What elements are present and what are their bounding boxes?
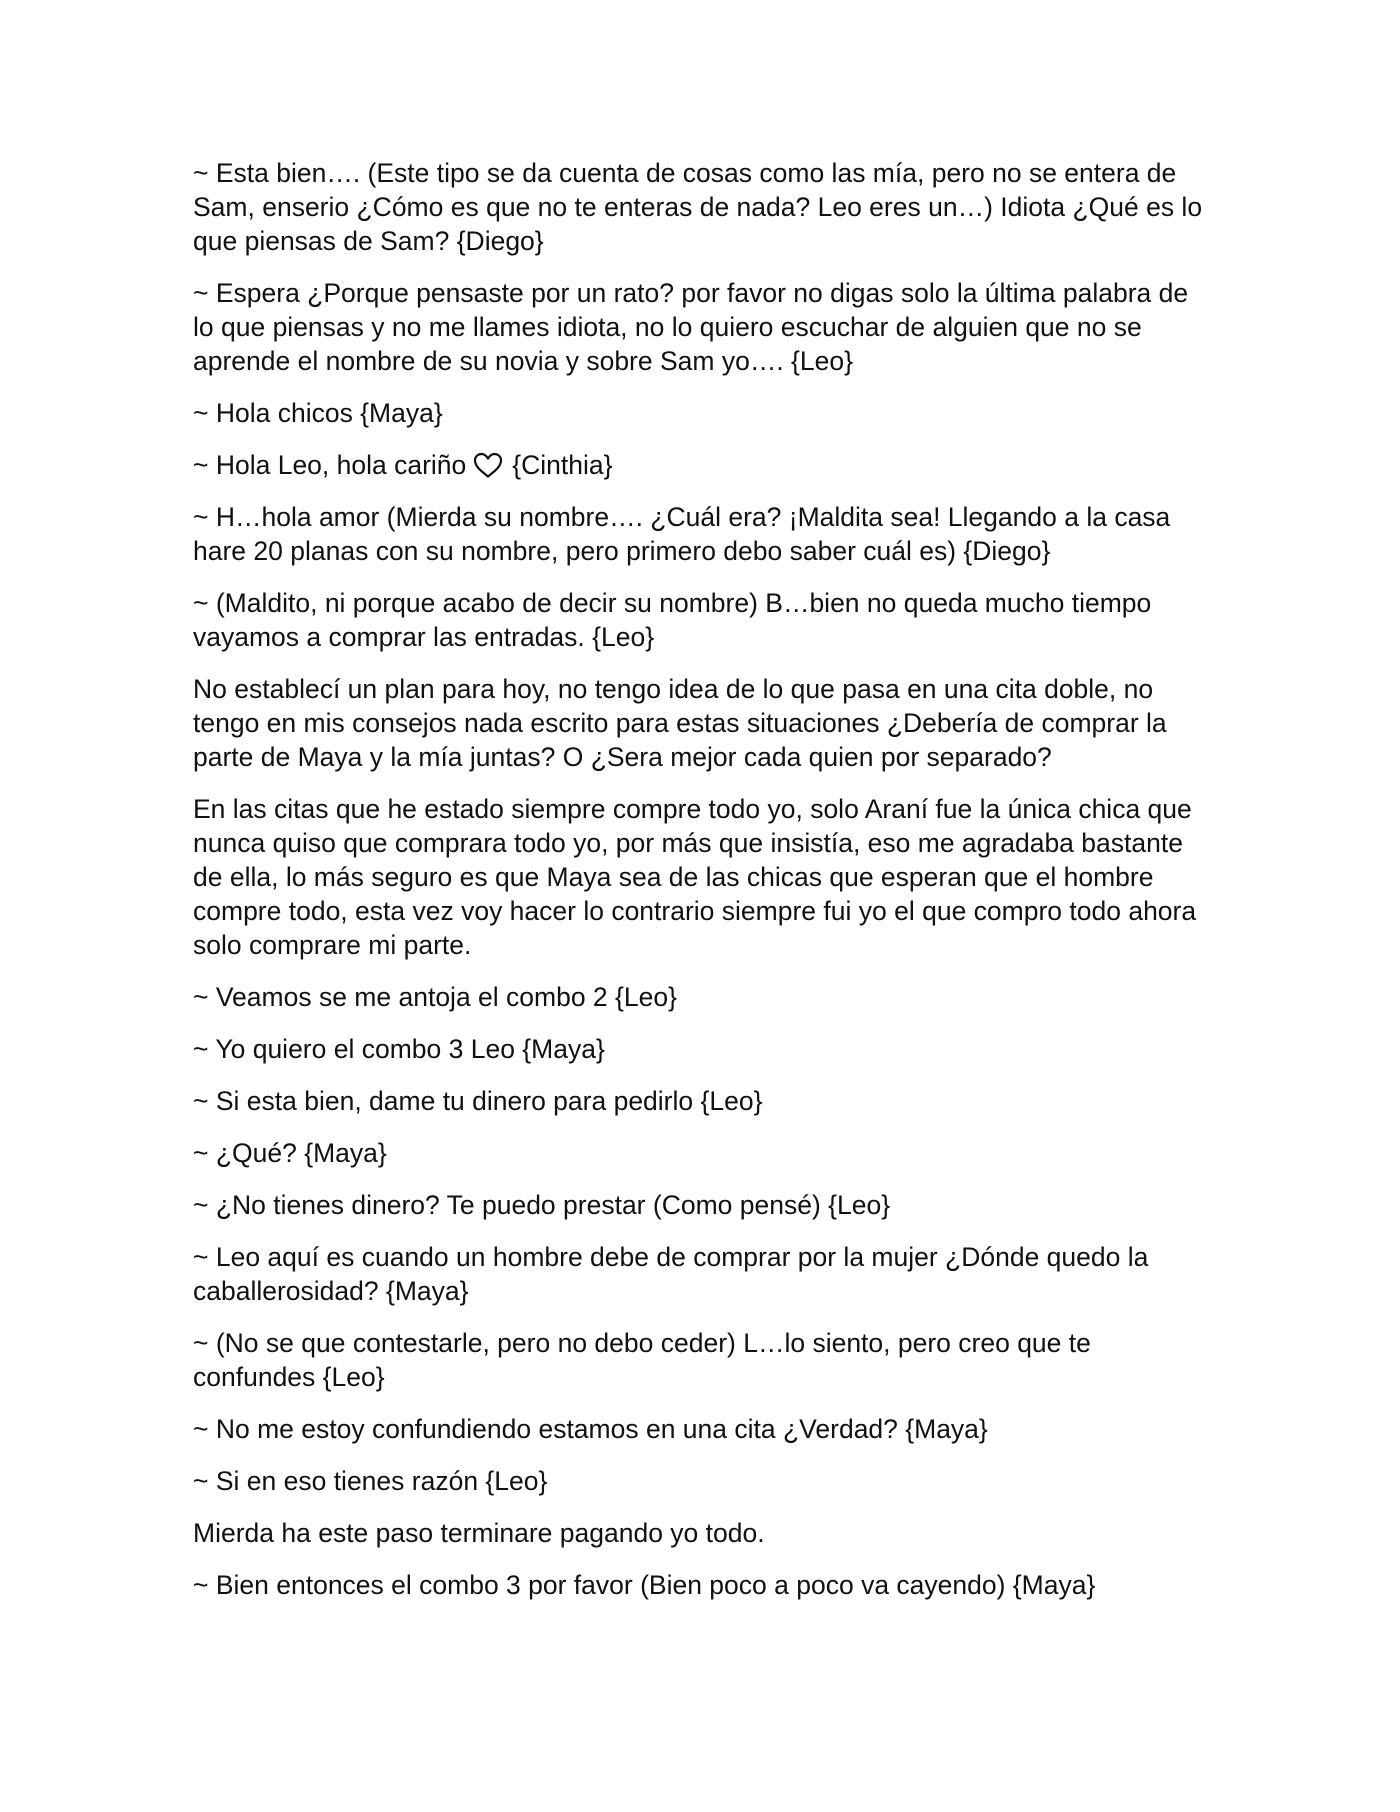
paragraph-11: ~ Si esta bien, dame tu dinero para pedirlo {Leo} — [193, 1086, 763, 1116]
paragraph-17: ~ Si en eso tienes razón {Leo} — [193, 1466, 548, 1496]
paragraph-6: ~ (Maldito, ni porque acabo de decir su nombre) B…bien no queda mucho tiempo vayamos a comprar las entradas. {Leo} — [193, 588, 1152, 652]
paragraph-2: ~ Espera ¿Porque pensaste por un rato? por favor no digas solo la última palabra de lo que piensas y no me llames idiota, no lo quiero escuchar de alguien que no se aprende el nombre de su novia y sobre Sam yo…. {Leo} — [193, 278, 1189, 376]
paragraph-10: ~ Yo quiero el combo 3 Leo {Maya} — [193, 1034, 605, 1064]
paragraph-1: ~ Esta bien…. (Este tipo se da cuenta de cosas como las mía, pero no se entera de Sam, enserio ¿Cómo es que no te enteras de nada? Leo eres un…) Idiota ¿Qué es lo que piensas de Sam? {Diego} — [193, 158, 1203, 256]
paragraph-13: ~ ¿No tienes dinero? Te puedo prestar (Como pensé) {Leo} — [193, 1190, 891, 1220]
paragraph-12: ~ ¿Qué? {Maya} — [193, 1138, 387, 1168]
paragraph-4 — [193, 448, 1213, 482]
paragraph-7: No establecí un plan para hoy, no tengo idea de lo que pasa en una cita doble, no tengo en mis consejos nada escrito para estas situaciones ¿Debería de comprar la parte de Maya y la mía juntas? O ¿Sera mejor cada quien por separado? — [193, 674, 1167, 772]
paragraph-4-speaker: {Cinthia} — [512, 450, 613, 480]
paragraph-5: ~ H…hola amor (Mierda su nombre…. ¿Cuál era? ¡Maldita sea! Llegando a la casa hare 20 planas con su nombre, pero primero debo saber cuál es) {Diego} — [193, 502, 1171, 566]
paragraph-15: ~ (No se que contestarle, pero no debo ceder) L…lo siento, pero creo que te confundes {Leo} — [193, 1328, 1091, 1392]
paragraph-18: Mierda ha este paso terminare pagando yo todo. — [193, 1518, 765, 1548]
document-body — [193, 156, 1213, 1620]
paragraph-16: ~ No me estoy confundiendo estamos en una cita ¿Verdad? {Maya} — [193, 1414, 988, 1444]
heart-outline-icon — [472, 451, 504, 479]
paragraph-14: ~ Leo aquí es cuando un hombre debe de comprar por la mujer ¿Dónde quedo la caballerosidad? {Maya} — [193, 1242, 1149, 1306]
paragraph-8: En las citas que he estado siempre compre todo yo, solo Araní fue la única chica que nunca quiso que comprara todo yo, por más que insistía, eso me agradaba bastante de ella, lo más seguro es que Maya sea de las chicas que esperan que el hombre compre todo, esta vez voy hacer lo contrario siempre fui yo el que compro todo ahora solo comprare mi parte. — [193, 794, 1197, 960]
paragraph-4-text: ~ Hola Leo, hola cariño — [193, 450, 467, 480]
paragraph-9: ~ Veamos se me antoja el combo 2 {Leo} — [193, 982, 677, 1012]
paragraph-3: ~ Hola chicos {Maya} — [193, 398, 443, 428]
paragraph-19: ~ Bien entonces el combo 3 por favor (Bien poco a poco va cayendo) {Maya} — [193, 1570, 1096, 1600]
